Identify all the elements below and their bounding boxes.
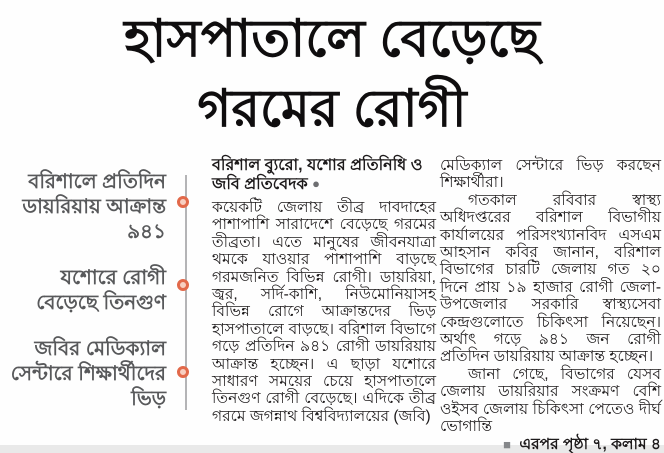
summary-sidebar xyxy=(8,170,166,412)
headline-line-2: গরমের রোগী xyxy=(197,80,467,138)
body-paragraph xyxy=(440,365,661,453)
continuation-text: এরপর পৃষ্ঠা ৭, কলাম ৪ xyxy=(519,435,661,453)
body-paragraph: মেডিক্যাল সেন্টারে ভিড় করছেন শিক্ষার্থীরা। xyxy=(440,157,661,192)
article-column-1 xyxy=(212,157,436,443)
byline-text: বরিশাল ব্যুরো, যশোর প্রতিনিধি ও জবি প্রতিবেদক xyxy=(212,157,423,193)
continuation-marker-icon: ■ xyxy=(503,436,512,452)
body-paragraph-text: জানা গেছে, বিভাগের যেসব জেলায় ডায়রিয়ার সংক্রমণ বেশি ওইসব জেলায় চিকিৎসা পেতেও দীর্ঘ ভোগান্তি xyxy=(440,365,661,436)
continuation-notice xyxy=(475,436,661,453)
timeline-dot-icon xyxy=(177,366,189,378)
body-paragraph: গতকাল রবিবার স্বাস্থ্য অধিদপ্তরের বরিশাল বিভাগীয় কার্যালয়ের পরিসংখ্যানবিদ এসএম আহসান কবির জানান, বরিশাল বিভাগের চারটি জেলায় গত ২০ দিনে প্রায় ১৯ হাজার রোগী জেলা-উপজেলার সরকারি স্বাস্থ্যসেবা কেন্দ্রগুলোতে চিকিৎসা নিয়েছেন। অর্থাৎ গড়ে ৯৪১ জন রোগী প্রতিদিন ডায়রিয়ায় আক্রান্ত হচ্ছেন। xyxy=(440,191,661,366)
timeline-dot-icon xyxy=(177,279,189,291)
timeline-dot-icon xyxy=(177,196,189,208)
highlight-item: যশোরে রোগী বেড়েছে তিনগুণ xyxy=(36,267,166,314)
headline xyxy=(0,4,664,144)
byline xyxy=(212,157,436,194)
article-column-2 xyxy=(440,157,661,453)
highlight-item: জবির মেডিক্যাল সেন্টারে শিক্ষার্থীদের ভিড় xyxy=(10,338,166,410)
highlight-item: বরিশালে প্রতিদিন ডায়রিয়ায় আক্রান্ত ৯৪১ xyxy=(22,171,166,243)
body-paragraph: কয়েকটি জেলায় তীব্র দাবদাহের পাশাপাশি সারাদেশে বেড়েছে গরমের তীব্রতা। এতে মানুষের জীবনযাত্রা থমকে যাওয়ার পাশাপাশি বাড়ছে গরমজনিত বিভিন্ন রোগী। ডায়রিয়া, জ্বর, সর্দি-কাশি, নিউমোনিয়াসহ বিভিন্ন রোগে আক্রান্তদের ভিড় হাসপাতালে বাড়ছে। বরিশাল বিভাগে গড়ে প্রতিদিন ৯৪১ রোগী ডায়রিয়ায় আক্রান্ত হচ্ছেন। এ ছাড়া যশোরে সাধারণ সময়ের চেয়ে হাসপাতালে তিনগুণ রোগী বেড়েছে। এদিকে তীব্র গরমে জগন্নাথ বিশ্ববিদ্যালয়ের (জবি) xyxy=(212,199,436,425)
byline-bullet-icon: ● xyxy=(312,176,321,191)
headline-line-1: হাসপাতালে বেড়েছে xyxy=(124,10,540,68)
